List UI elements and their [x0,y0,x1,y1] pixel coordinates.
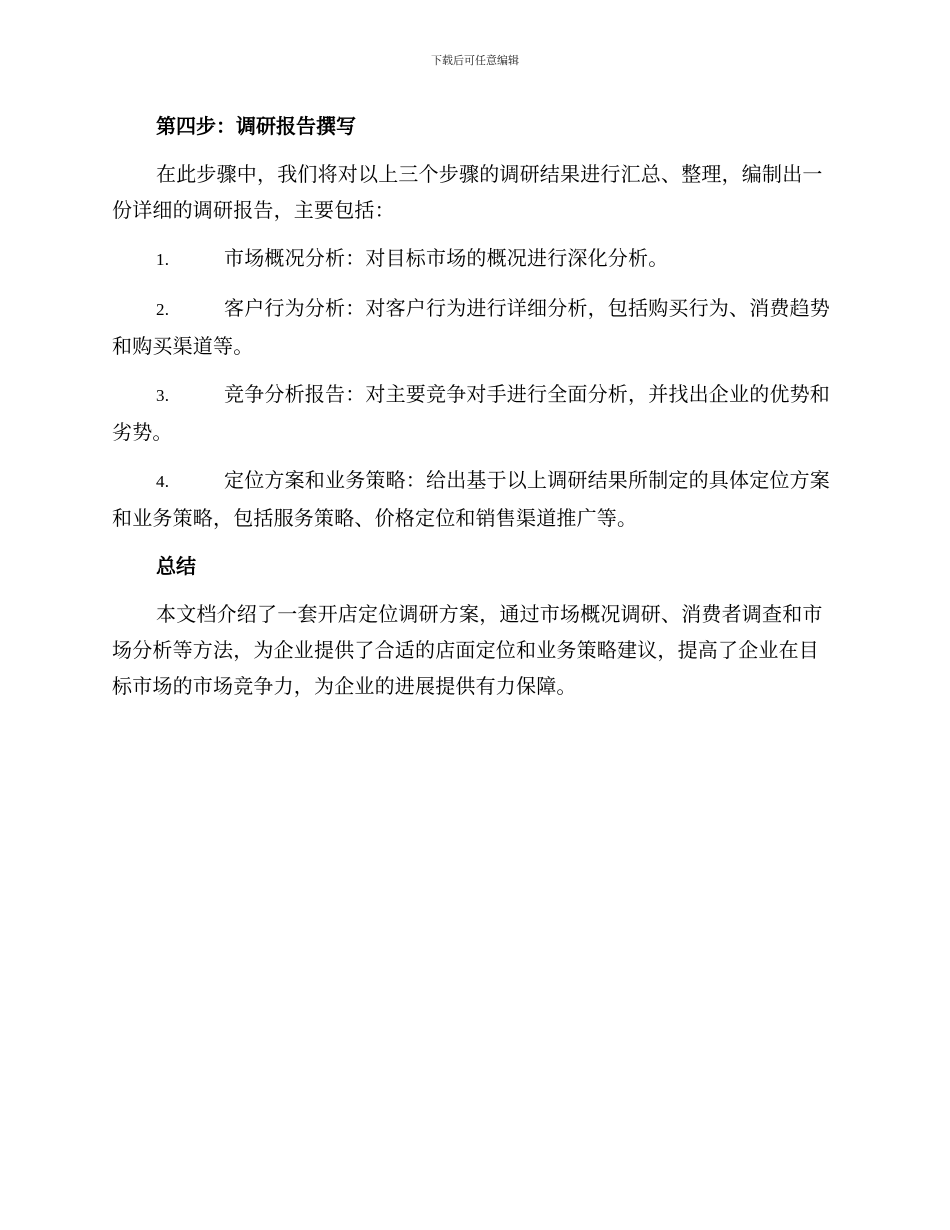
list-item-number: 1. [156,250,170,269]
document-body [112,108,832,716]
list-item-text: 市场概况分析：对目标市场的概况进行深化分析。 [224,246,669,270]
list-item-text: 客户行为分析：对客户行为进行详细分析，包括购买行为、消费趋势和购买渠道等。 [112,296,830,358]
section-heading-step4: 第四步：调研报告撰写 [156,114,356,138]
list-item-text: 竞争分析报告：对主要竞争对手进行全面分析，并找出企业的优势和劣势。 [112,382,830,444]
list-item-number: 4. [156,472,170,491]
summary-paragraph: 本文档介绍了一套开店定位调研方案，通过市场概况调研、消费者调查和市场分析等方法，为企业提供了合适的店面定位和业务策略建议，提高了企业在目标市场的市场竞争力，为企业的进展提供有力保障。 [112,602,823,698]
list-item [112,462,832,536]
list-item [112,240,832,278]
list-item-text: 定位方案和业务策略：给出基于以上调研结果所制定的具体定位方案和业务策略，包括服务策略、价格定位和销售渠道推广等。 [112,468,830,530]
list-item-number: 3. [156,386,170,405]
page-header: 下载后可任意编辑 [431,54,519,67]
list-item-number: 2. [156,300,170,319]
section-intro-paragraph: 在此步骤中，我们将对以上三个步骤的调研结果进行汇总、整理，编制出一份详细的调研报告，主要包括： [112,162,823,222]
list-item [112,376,832,450]
list-item [112,290,832,364]
section-heading-summary: 总结 [156,554,196,578]
